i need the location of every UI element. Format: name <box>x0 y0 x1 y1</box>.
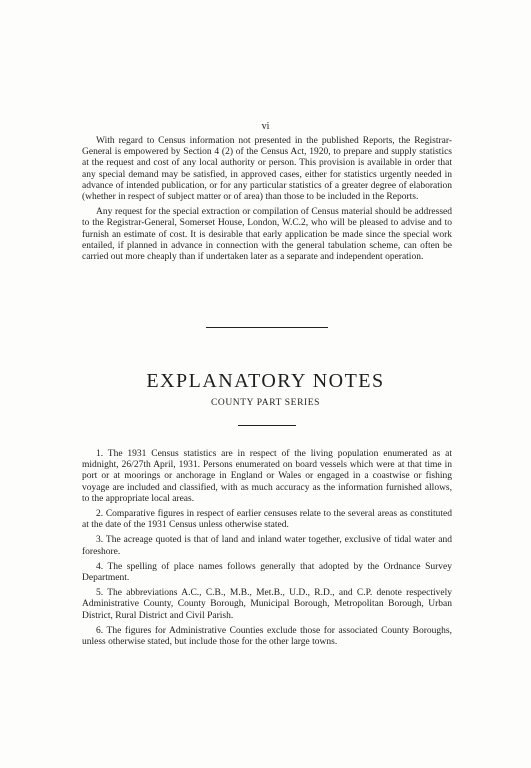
intro-paragraph: With regard to Census information not presented in the published Reports, the Registrar-General is empowered by Section 4 (2) of the Census Act, 1920, to prepare and supply statistics at the request and cost of any local authority or person. This provision is available in order that any special demand may be satisfied, in approved cases, either for statistics urgently needed in advance of intended publication, or for any particular statistics of a greater degree of elaboration (whether in respect of subject matter or of area) than those to be included in the Reports. <box>82 136 452 203</box>
page-number: vi <box>261 121 270 132</box>
section-title: EXPLANATORY NOTES <box>146 370 385 392</box>
section-divider <box>206 327 328 328</box>
note-item: 1. The 1931 Census statistics are in respect of the living population enumerated as at midnight, 26/27th April, 1931. Persons enumerated on board vessels which were at that time in port or at moorings or anchorage in England or Wales or engaged in a coastwise or fishing voyage are included and classified, with as much accuracy as the information furnished allows, to the appropriate local areas. <box>82 449 452 504</box>
note-item: 4. The spelling of place names follows generally that adopted by the Ordnance Survey Department. <box>82 561 452 584</box>
title-divider <box>238 425 296 426</box>
note-item: 2. Comparative figures in respect of earlier censuses relate to the several areas as constituted at the date of the 1931 Census unless otherwise stated. <box>82 509 452 531</box>
note-item: 5. The abbreviations A.C., C.B., M.B., Met.B., U.D., R.D., and C.P. denote respectively Administrative County, County Borough, Municipal Borough, Metropolitan Borough, Urban District, Rural District and Civil Parish. <box>82 588 452 621</box>
note-item: 6. The figures for Administrative Counties exclude those for associated County Boroughs, unless otherwise stated, but include those for the other large towns. <box>82 625 452 648</box>
section-subtitle: COUNTY PART SERIES <box>210 398 321 408</box>
intro-section <box>82 136 452 267</box>
note-item: 3. The acreage quoted is that of land and inland water together, exclusive of tidal water and foreshore. <box>82 535 452 557</box>
notes-list <box>82 449 452 652</box>
intro-paragraph: Any request for the special extraction or compilation of Census material should be addressed to the Registrar-General, Somerset House, London, W.C.2, who will be pleased to advise and to furnish an estimate of cost. It is desirable that early application be made since the special work entailed, if planned in advance in connection with the general tabulation scheme, can often be carried out more cheaply than if undertaken later as a separate and independent operation. <box>82 207 452 263</box>
